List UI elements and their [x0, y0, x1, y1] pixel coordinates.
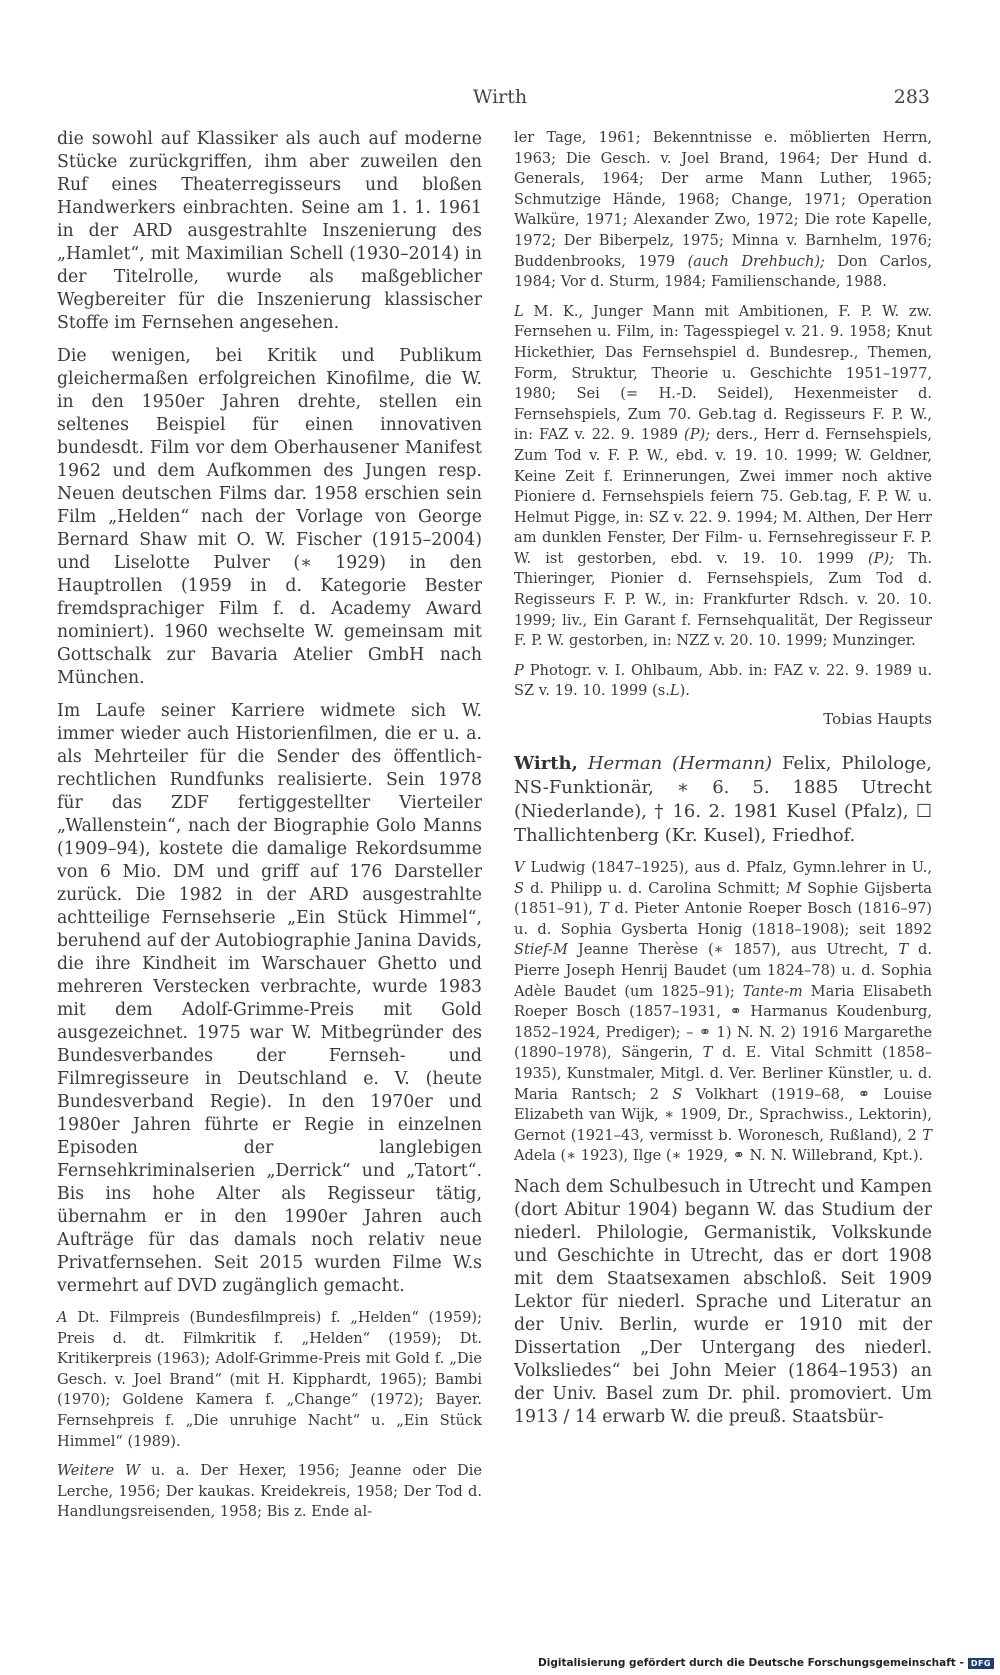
left-column [57, 128, 482, 1532]
genealogy-label: Stief-M [514, 941, 568, 959]
genealogy-text: Jeanne Therèse (∗ 1857), aus Utrecht, [577, 941, 889, 959]
entry-given-names: Herman (Hermann) [587, 753, 773, 775]
genealogy-label: S [514, 879, 524, 897]
author-signature: Tobias Haupts [823, 710, 932, 729]
literature-text: Th. Thieringer, Pionier d. Fernsehspiels, Zum Tod d. Regisseurs F. P. W., in: Frankfurter Rdsch. v. 20. 10. 1999; liv., Ein Garant f. Fernsehqualität, Der Regisseur F. P. W. gestorben, in: NZZ v. 20. 10. 1999; Munzinger. [514, 549, 932, 650]
portrait-section [514, 661, 932, 702]
portrait-label: P [514, 661, 524, 679]
portrait-text: ). [679, 682, 690, 700]
genealogy-text: Adela (∗ 1923), Ilge (∗ 1929, ⚭ N. N. Willebrand, Kpt.). [514, 1147, 924, 1165]
genealogy-label: M [786, 879, 802, 897]
footer-text: Digitalisierung gefördert durch die Deutsche Forschungsgemeinschaft - [538, 1657, 964, 1669]
works-continued [514, 128, 932, 293]
entry-heading [514, 752, 932, 848]
genealogy-text: d. Pierre Joseph Henrij Baudet (um 1824–78) u. d. Sophia Adèle Baudet (um 1825–91); [514, 941, 933, 1000]
paragraph: Die wenigen, bei Kritik und Publikum gleichermaßen erfolgreichen Kinofilme, die W. in den 1950er Jahren drehte, stellen ein seltenes Beispiel für einen innovativen bundesdt. Film vor dem Oberhausener Manifest 1962 und dem Aufkommen des Jungen resp. Neuen deutschen Films dar. 1958 erschien sein Film „Helden“ nach der Vorlage von George Bernard Shaw mit O. W. Fischer (1915–2004) und Liselotte Pulver (∗ 1929) in den Hauptrollen (1959 in d. Kategorie Bester fremdsprachiger Film f. d. Academy Award nominiert). 1960 wechselte W. gemeinsam mit Gottschalk zur Bavaria Atelier GmbH nach München. [57, 346, 482, 688]
works-note: (auch Drehbuch); [687, 252, 825, 270]
literature-text: M. K., Junger Mann mit Ambitionen, F. P. W. zw. Fernsehen u. Film, in: Tagesspiegel v. 21. 9. 1958; Knut Hickethier, Das Fernsehspiel d. Bundesrep., Themen, Form, Struktur, Theorie u. Geschichte 1951–1977, 1980; Sei (= H.-D. Seidel), Hexenmeister d. Fernsehspiels, Zum 70. Geb.tag d. Regisseurs F. P. W., in: FAZ v. 22. 9. 1989 [514, 302, 933, 444]
genealogy-text: d. E. Vital Schmitt (1858–1935), Kunstmaler, Mitgl. d. Ver. Berliner Künstler, u. d. Maria Rantsch; 2 [514, 1044, 933, 1103]
digitization-footer [538, 1657, 994, 1669]
literature-portrait-mark: (P); [867, 549, 895, 567]
dfg-logo: DFG [968, 1658, 994, 1669]
works-section [57, 1461, 482, 1523]
genealogy-section [514, 858, 932, 1167]
entry-summary: Felix, Philologe, NS-Funktionär, ∗ 6. 5. 1885 Utrecht (Niederlande), † 16. 2. 1981 Kusel (Pfalz), ☐ Thallichtenberg (Kr. Kusel), Friedhof. [514, 753, 932, 847]
portrait-ref: L [669, 682, 680, 700]
works-text: ler Tage, 1961; Bekenntnisse e. möblierten Herrn, 1963; Die Gesch. v. Joel Brand, 1964; Der Hund d. Generals, 1964; Der arme Mann Luther, 1965; Schmutzige Hände, 1968; Change, 1971; Operation Walküre, 1971; Alexander Zwo, 1972; Die rote Kapelle, 1972; Der Biberpelz, 1975; Minna v. Barnhelm, 1976; Buddenbrooks, 1979 [514, 129, 932, 270]
genealogy-text: d. Pieter Antonie Roeper Bosch (1816–97) u. d. Sophia Gysberta Honig (1818–1908); seit 1892 [514, 900, 932, 938]
genealogy-label: Tante-m [742, 982, 803, 1000]
genealogy-label: T [598, 900, 609, 918]
portrait-text: Photogr. v. I. Ohlbaum, Abb. in: FAZ v. 22. 9. 1989 u. SZ v. 19. 10. 1999 (s. [514, 661, 932, 700]
genealogy-text: d. Philipp u. d. Carolina Schmitt; [530, 879, 781, 897]
literature-label: L [514, 302, 524, 320]
paragraph: Im Laufe seiner Karriere widmete sich W. immer wieder auch Historienfilmen, die er u. a. als Mehrteiler für die Sender des öffentlich-rechtlichen Rundfunks realisierte. Sein 1978 für das ZDF fertiggestellter Vierteiler „Wallenstein“, nach der Biographie Golo Manns (1909–94), kostete die damalige Rekordsumme von 6 Mio. DM und griff auf 176 Darsteller zurück. Die 1982 in der ARD ausgestrahlte achtteilige Fernsehserie „Ein Stück Himmel“, beruhend auf der Autobiographie Janina Davids, die ihre Kindheit im Warschauer Ghetto und mehreren Verstecken verbrachte, wurde 1983 mit dem Adolf-Grimme-Preis mit Gold ausgezeichnet. 1975 war W. Mitbegründer des Bundesverbandes der Fernseh- und Filmregisseure in Deutschland e. V. (heute Bundesverband Regie). In den 1970er und 1980er Jahren führte er Regie in einzelnen Episoden der langlebigen Fernsehkriminalserien „Derrick“ und „Tatort“. Bis ins hohe Alter als Regisseur tätig, übernahm er in den 1990er Jahren auch Aufträge für das damals noch relativ neue Privatfernsehen. Seit 2015 wurden Filme W.s vermehrt auf DVD zugänglich gemacht. [57, 701, 482, 1296]
entry-surname: Wirth, [514, 753, 578, 775]
works-text: Don Carlos, 1984; Vor d. Sturm, 1984; Familienschande, 1988. [514, 252, 933, 291]
literature-section [514, 302, 932, 652]
literature-text: ders., Herr d. Fernsehspiels, Zum Tod v. F. P. W., ebd. v. 19. 10. 1999; W. Geldner, Keine Zeit f. Erinnerungen, Zwei immer noch aktive Pioniere d. Fernsehspiels feiern 75. Geb.tag, F. P. W. u. Helmut Pigge, in: SZ v. 22. 9. 1994; M. Althen, Der Herr am dunklen Fenster, Der Film- u. Fernsehregisseur F. P. W. ist gestorben, ebd. v. 19. 10. 1999 [514, 426, 933, 567]
genealogy-text: Volkhart (1919–68, ⚭ Louise Elizabeth van Wijk, ∗ 1909, Dr., Sprachwiss., Lektorin), Gernot (1921–43, vermisst b. Woronesch, Rußland), 2 [514, 1085, 933, 1144]
page-number: 283 [893, 86, 930, 108]
paragraph: die sowohl auf Klassiker als auch auf moderne Stücke zurückgriffen, ihm aber zuweilen den Ruf eines Theaterregisseurs und bloßen Handwerkers einbrachten. Seine am 1. 1. 1961 in der ARD ausgestrahlte Inszenierung des „Hamlet“, mit Maximilian Schell (1930–2014) in der Titelrolle, wurde als maßgeblicher Wegbereiter für die Inszenierung klassischer Stoffe im Fernsehen angesehen. [57, 129, 482, 333]
genealogy-text: Maria Elisabeth Roeper Bosch (1857–1931, ⚭ Harmanus Koudenburg, 1852–1924, Prediger); – ⚭ 1) N. N. 2) 1916 Margarethe (1890–1978), Sängerin, [514, 982, 933, 1062]
works-text: u. a. Der Hexer, 1956; Jeanne oder Die Lerche, 1956; Der kaukas. Kreidekreis, 1958; Der Tod d. Handlungsreisenden, 1958; Bis z. Ende al- [57, 1462, 482, 1521]
works-label: Weitere W [57, 1462, 141, 1480]
genealogy-label: T [898, 941, 909, 959]
genealogy-label: T [702, 1044, 713, 1062]
biography-paragraph: Nach dem Schulbesuch in Utrecht und Kampen (dort Abitur 1904) begann W. das Studium der niederl. Philologie, Germanistik, Volkskunde und Geschichte in Utrecht, das er dort 1908 mit dem Staatsexamen abschloß. Seit 1909 Lektor für niederl. Sprache und Literatur an der Univ. Berlin, wurde er 1910 mit der Dissertation „Der Untergang des niederl. Volksliedes“ bei John Meier (1864–1953) an der Univ. Basel zum Dr. phil. promoviert. Um 1913 / 14 erwarb W. die preuß. Staatsbür- [514, 1176, 933, 1427]
literature-portrait-mark: (P); [684, 426, 711, 444]
genealogy-text: Sophie Gijsberta (1851–91), [514, 879, 933, 918]
awards-text: Dt. Filmpreis (Bundesfilmpreis) f. „Helden“ (1959); Preis d. dt. Filmkritik f. „Helden“ (1959); Dt. Kritikerpreis (1963); Adolf-Grimme-Preis mit Gold f. „Die Gesch. v. Joel Brand“ (mit H. Kipphardt, 1965); Bambi (1970); Goldene Kamera f. „Change“ (1972); Bayer. Fernsehpreis f. „Die unruhige Nacht“ u. „Ein Stück Himmel“ (1989). [57, 1309, 483, 1450]
awards-section [57, 1308, 482, 1452]
awards-label: A [57, 1309, 68, 1326]
right-column [514, 128, 932, 1439]
genealogy-label: V [514, 859, 525, 877]
genealogy-text: Ludwig (1847–1925), aus d. Pfalz, Gymn.lehrer in U., [530, 859, 933, 877]
running-header-name: Wirth [472, 86, 528, 108]
genealogy-label: S [672, 1085, 683, 1103]
genealogy-label: T [922, 1126, 932, 1144]
